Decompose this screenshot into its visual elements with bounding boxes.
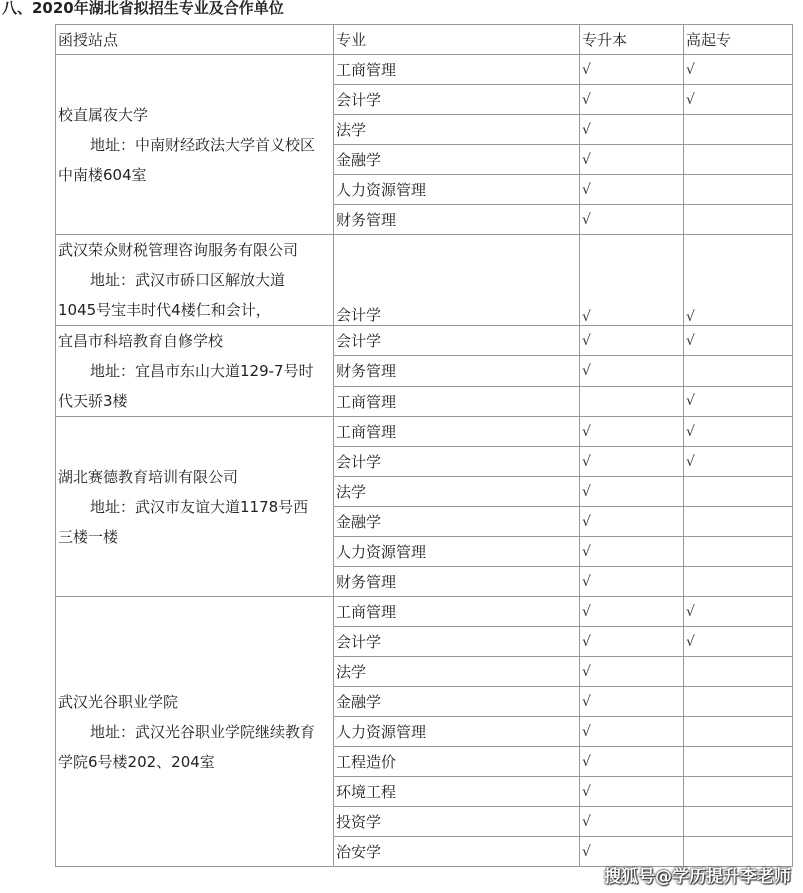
major-cell: 人力资源管理	[334, 537, 580, 567]
gqz-check-cell: √	[684, 417, 793, 447]
gqz-check-cell	[684, 115, 793, 145]
zsb-check-cell: √	[580, 55, 684, 85]
zsb-check-cell: √	[580, 567, 684, 597]
address-text: 代天骄3楼	[58, 392, 128, 410]
address-text: 地址：武汉市友谊大道1178号西	[90, 497, 309, 516]
station-cell	[56, 326, 334, 417]
gqz-check-cell	[684, 717, 793, 747]
major-cell: 人力资源管理	[334, 717, 580, 747]
station-cell	[56, 235, 334, 326]
address-text: 地址：中南财经政法大学首义校区	[90, 135, 316, 154]
major-cell: 会计学	[334, 447, 580, 477]
station-address-line	[58, 717, 331, 747]
gqz-check-cell	[684, 477, 793, 507]
zsb-check-cell	[580, 386, 684, 416]
zsb-check-cell: √	[580, 537, 684, 567]
station-address-line	[58, 295, 331, 325]
major-cell: 环境工程	[334, 777, 580, 807]
zsb-check-cell: √	[580, 175, 684, 205]
gqz-check-cell: √	[684, 386, 793, 416]
gqz-check-cell: √	[684, 326, 793, 356]
zsb-check-cell: √	[580, 85, 684, 115]
table-row	[56, 235, 793, 326]
gqz-check-cell	[684, 807, 793, 837]
major-cell: 会计学	[334, 85, 580, 115]
station-address-line	[58, 492, 331, 522]
station-name: 武汉荣众财税管理咨询服务有限公司	[58, 241, 299, 259]
zsb-check-cell: √	[580, 657, 684, 687]
major-cell: 金融学	[334, 145, 580, 175]
section-title: 八、2020年湖北省拟招生专业及合作单位	[2, 0, 284, 17]
gqz-check-cell	[684, 356, 793, 386]
gqz-check-cell: √	[684, 235, 793, 326]
station-name: 武汉光谷职业学院	[58, 692, 179, 711]
table-row	[56, 326, 793, 356]
column-header-zsb: 专升本	[580, 25, 684, 55]
gqz-check-cell	[684, 507, 793, 537]
zsb-check-cell: √	[580, 326, 684, 356]
major-cell: 会计学	[334, 627, 580, 657]
zsb-check-cell: √	[580, 807, 684, 837]
zsb-check-cell: √	[580, 356, 684, 386]
address-text: 学院6号楼202、204室	[58, 752, 215, 771]
major-cell: 金融学	[334, 507, 580, 537]
station-name: 宜昌市科培教育自修学校	[58, 332, 224, 350]
header-row	[56, 25, 793, 55]
station-address-line	[58, 747, 331, 777]
gqz-check-cell: √	[684, 627, 793, 657]
address-text: 地址：武汉光谷职业学院继续教育	[90, 722, 316, 741]
major-cell: 人力资源管理	[334, 175, 580, 205]
zsb-check-cell: √	[580, 747, 684, 777]
zsb-check-cell: √	[580, 777, 684, 807]
station-address-line	[58, 130, 331, 160]
station-address-line	[58, 522, 331, 552]
station-name: 湖北赛德教育培训有限公司	[58, 467, 239, 486]
major-cell: 法学	[334, 657, 580, 687]
enrollment-table	[55, 24, 793, 867]
station-address-line	[58, 356, 331, 386]
table-row	[56, 55, 793, 85]
gqz-check-cell	[684, 537, 793, 567]
station-name: 校直属夜大学	[58, 105, 149, 124]
zsb-check-cell: √	[580, 627, 684, 657]
major-cell: 会计学	[334, 235, 580, 326]
address-text: 1045号宝丰时代4楼仁和会计，	[58, 301, 271, 319]
zsb-check-cell: √	[580, 235, 684, 326]
address-text: 地址：宜昌市东山大道129-7号时	[90, 362, 314, 380]
major-cell: 工商管理	[334, 417, 580, 447]
gqz-check-cell	[684, 747, 793, 777]
gqz-check-cell	[684, 205, 793, 235]
gqz-check-cell: √	[684, 597, 793, 627]
address-text: 三楼一楼	[58, 527, 119, 546]
zsb-check-cell: √	[580, 115, 684, 145]
major-cell: 治安学	[334, 837, 580, 867]
zsb-check-cell: √	[580, 477, 684, 507]
station-address-line	[58, 160, 331, 190]
zsb-check-cell: √	[580, 417, 684, 447]
major-cell: 工商管理	[334, 386, 580, 416]
major-cell: 金融学	[334, 687, 580, 717]
station-cell	[56, 55, 334, 235]
major-cell: 投资学	[334, 807, 580, 837]
major-cell: 财务管理	[334, 205, 580, 235]
gqz-check-cell	[684, 687, 793, 717]
zsb-check-cell: √	[580, 837, 684, 867]
major-cell: 法学	[334, 115, 580, 145]
column-header-gqz: 高起专	[684, 25, 793, 55]
zsb-check-cell: √	[580, 507, 684, 537]
major-cell: 工程造价	[334, 747, 580, 777]
zsb-check-cell: √	[580, 687, 684, 717]
major-cell: 工商管理	[334, 597, 580, 627]
zsb-check-cell: √	[580, 597, 684, 627]
major-cell: 工商管理	[334, 55, 580, 85]
major-cell: 会计学	[334, 326, 580, 356]
column-header-major: 专业	[334, 25, 580, 55]
gqz-check-cell: √	[684, 85, 793, 115]
table-row	[56, 597, 793, 627]
table-row	[56, 417, 793, 447]
gqz-check-cell: √	[684, 55, 793, 85]
zsb-check-cell: √	[580, 145, 684, 175]
gqz-check-cell: √	[684, 447, 793, 477]
major-cell: 财务管理	[334, 567, 580, 597]
watermark: 搜狐号@学历提升李老师	[604, 867, 791, 887]
station-cell	[56, 417, 334, 597]
major-cell: 财务管理	[334, 356, 580, 386]
address-text: 中南楼604室	[58, 165, 147, 184]
gqz-check-cell	[684, 567, 793, 597]
column-header-station: 函授站点	[56, 25, 334, 55]
station-address-line	[58, 265, 331, 295]
major-cell: 法学	[334, 477, 580, 507]
station-address-line	[58, 386, 331, 416]
zsb-check-cell: √	[580, 205, 684, 235]
table-body	[56, 25, 793, 867]
station-cell	[56, 597, 334, 867]
gqz-check-cell	[684, 657, 793, 687]
gqz-check-cell	[684, 175, 793, 205]
gqz-check-cell	[684, 145, 793, 175]
zsb-check-cell: √	[580, 717, 684, 747]
gqz-check-cell	[684, 777, 793, 807]
address-text: 地址：武汉市硚口区解放大道	[90, 271, 286, 289]
zsb-check-cell: √	[580, 447, 684, 477]
